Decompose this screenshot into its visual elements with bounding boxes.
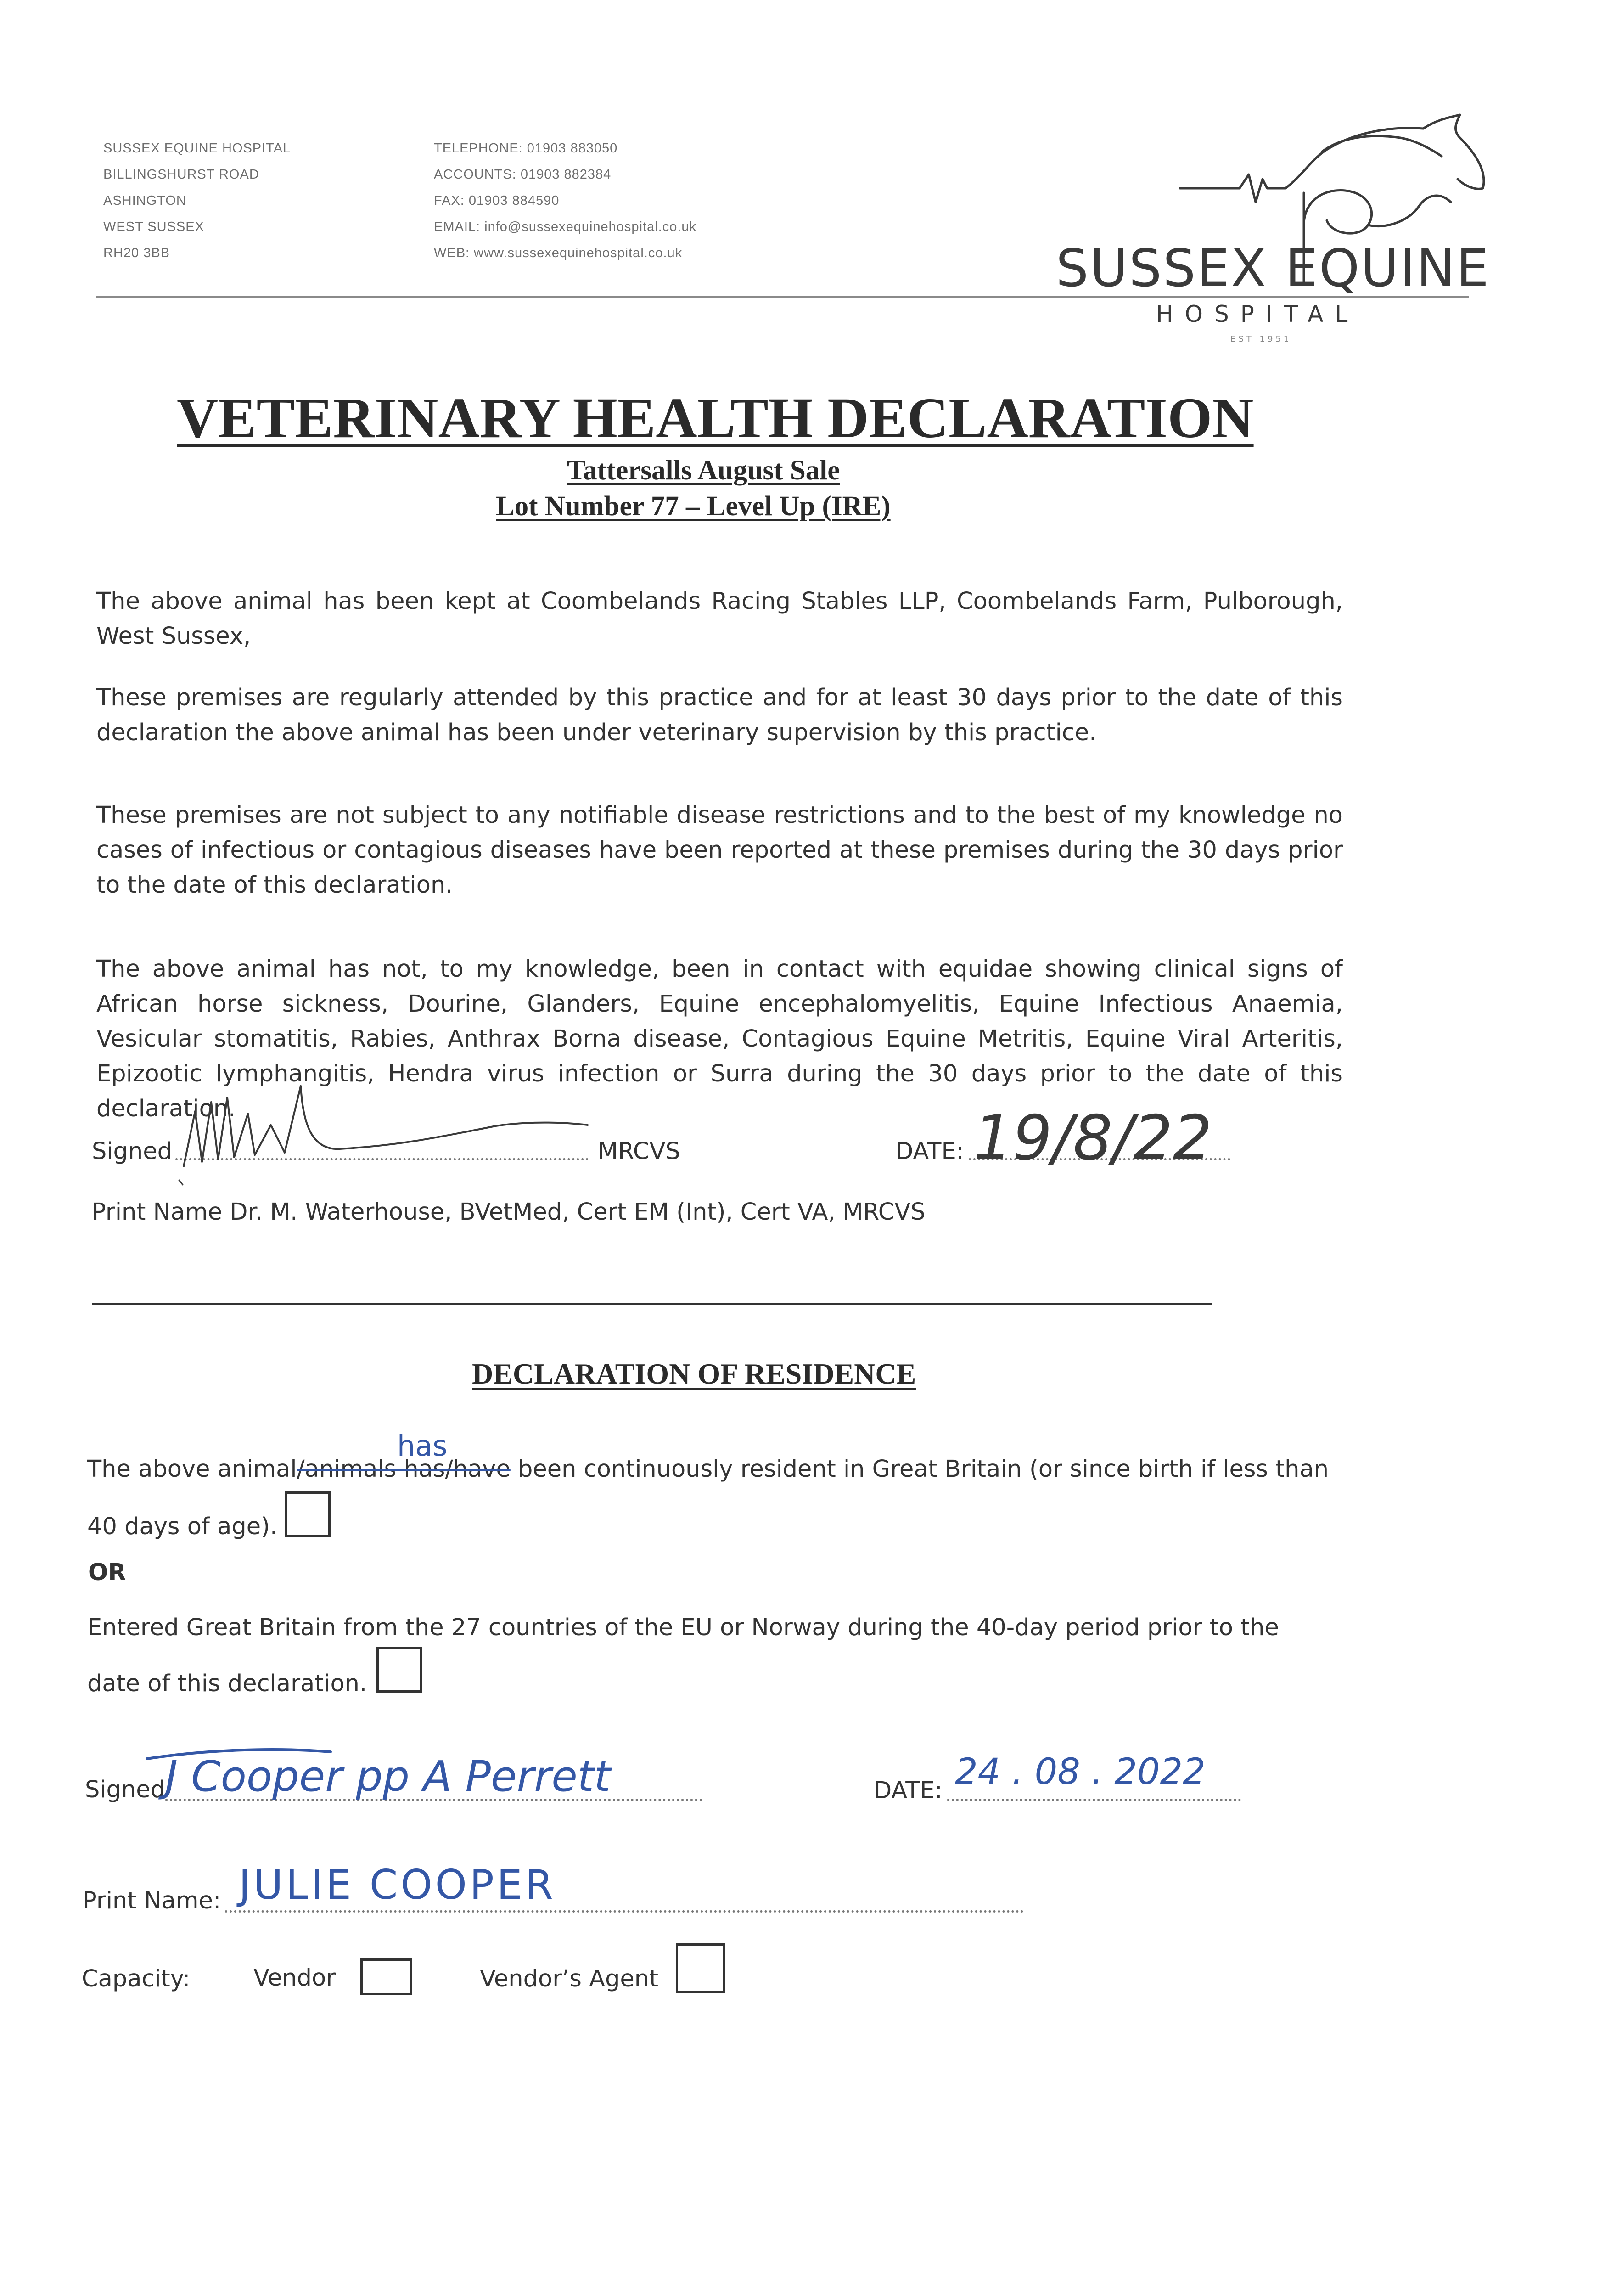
sale-name: Tattersalls August Sale	[567, 455, 840, 486]
vet-print-name: Print Name Dr. M. Waterhouse, BVetMed, Cert EM (Int), Cert VA, MRCVS	[92, 1199, 926, 1226]
option1-after: been continuously resident in Great Britain (or since birth if less than	[510, 1456, 1329, 1483]
address-line: WEST SUSSEX	[103, 219, 204, 234]
vet-date-handwritten	[969, 1097, 1226, 1189]
address-line: ASHINGTON	[103, 193, 186, 208]
option1-struck: /animals has/have	[297, 1456, 511, 1483]
capacity-label: Capacity:	[82, 1965, 191, 1992]
svg-text:J Cooper pp A Perrett: J Cooper pp A Perrett	[165, 1752, 611, 1801]
or-label: OR	[88, 1559, 126, 1586]
logo-name: SUSSEX EQUINE	[1056, 239, 1490, 298]
residence-option2-line1: Entered Great Britain from the 27 countries of the EU or Norway during the 40-day period prior to the	[87, 1614, 1279, 1641]
svg-text:has: has	[397, 1429, 448, 1463]
vet-signed-label: Signed	[92, 1138, 172, 1165]
address-line: BILLINGSHURST ROAD	[103, 167, 259, 182]
contact-diseases-paragraph: The above animal has not, to my knowledge, been in contact with equidae showing clinical signs of African horse sickness, Dourine, Glanders, Equine encephalomyelitis, Equine Infectious Anaemia, Vesicular stomatitis, Rabies, Anthrax Borna disease, Contagious Equine Metritis, Equine Viral Arteritis, Epizootic lymphangitis, Hendra virus infection or Surra during the 30 days prior to the date of this declaration.	[96, 956, 1343, 1122]
logo-subtitle: HOSPITAL	[1156, 301, 1359, 327]
supervision-paragraph: These premises are regularly attended by this practice and for at least 30 days prior to the date of this declaration the above animal has been under veterinary supervision by this practice.	[96, 684, 1343, 746]
svg-text:JULIE COOPER: JULIE COOPER	[239, 1861, 556, 1908]
vet-mrcvs-label: MRCVS	[598, 1138, 680, 1165]
entered-gb-checkbox[interactable]	[376, 1647, 422, 1693]
premises-paragraph: The above animal has been kept at Coombelands Racing Stables LLP, Coombelands Farm, Pulborough, West Sussex,	[96, 588, 1343, 650]
web-line: WEB: www.sussexequinehospital.co.uk	[434, 246, 683, 260]
residence-option2-line2: date of this declaration.	[87, 1670, 367, 1697]
disease-restrictions-paragraph: These premises are not subject to any notifiable disease restrictions and to the best of my knowledge no cases of infectious or contagious diseases have been reported at these premises during the 30 days prior to the date of this declaration.	[96, 802, 1343, 899]
residence-option1-text	[87, 1456, 1329, 1483]
option1-before: The above animal	[87, 1456, 297, 1483]
page-title: VETERINARY HEALTH DECLARATION	[177, 387, 1254, 450]
owner-signed-label: Signed	[85, 1776, 165, 1803]
vendor-agent-checkbox[interactable]	[676, 1943, 725, 1993]
hospital-address	[103, 135, 291, 266]
residence-option1-line2: 40 days of age).	[87, 1513, 278, 1540]
owner-print-name-label: Print Name:	[83, 1887, 221, 1914]
fax-line: FAX: 01903 884590	[434, 193, 560, 208]
vendor-label: Vendor	[253, 1964, 336, 1992]
owner-date-label: DATE:	[874, 1777, 943, 1804]
residence-heading: DECLARATION OF RESIDENCE	[472, 1357, 916, 1390]
owner-print-name-handwritten	[234, 1851, 611, 1915]
owner-date-handwritten	[950, 1740, 1263, 1805]
owner-signature	[138, 1727, 716, 1818]
address-line: SUSSEX EQUINE HOSPITAL	[103, 141, 291, 156]
email-line: EMAIL: info@sussexequinehospital.co.uk	[434, 219, 697, 234]
resident-checkbox[interactable]	[285, 1491, 331, 1537]
telephone-line: TELEPHONE: 01903 883050	[434, 141, 618, 156]
lot-number: Lot Number 77 – Level Up (IRE)	[496, 491, 891, 522]
svg-text:24 . 08 . 2022: 24 . 08 . 2022	[955, 1751, 1206, 1793]
vendor-checkbox[interactable]	[360, 1958, 412, 1995]
section-divider	[92, 1303, 1212, 1305]
svg-text:19/8/22: 19/8/22	[973, 1102, 1212, 1174]
logo-established: EST 1951	[1230, 334, 1292, 344]
hospital-contacts	[434, 135, 696, 266]
vet-date-label: DATE:	[895, 1138, 964, 1165]
vendor-agent-label: Vendor’s Agent	[480, 1965, 659, 1992]
vet-signature	[174, 1070, 615, 1189]
address-line: RH20 3BB	[103, 246, 170, 260]
inserted-word-has	[393, 1428, 484, 1469]
accounts-line: ACCOUNTS: 01903 882384	[434, 167, 612, 182]
hospital-logo	[1047, 110, 1490, 354]
